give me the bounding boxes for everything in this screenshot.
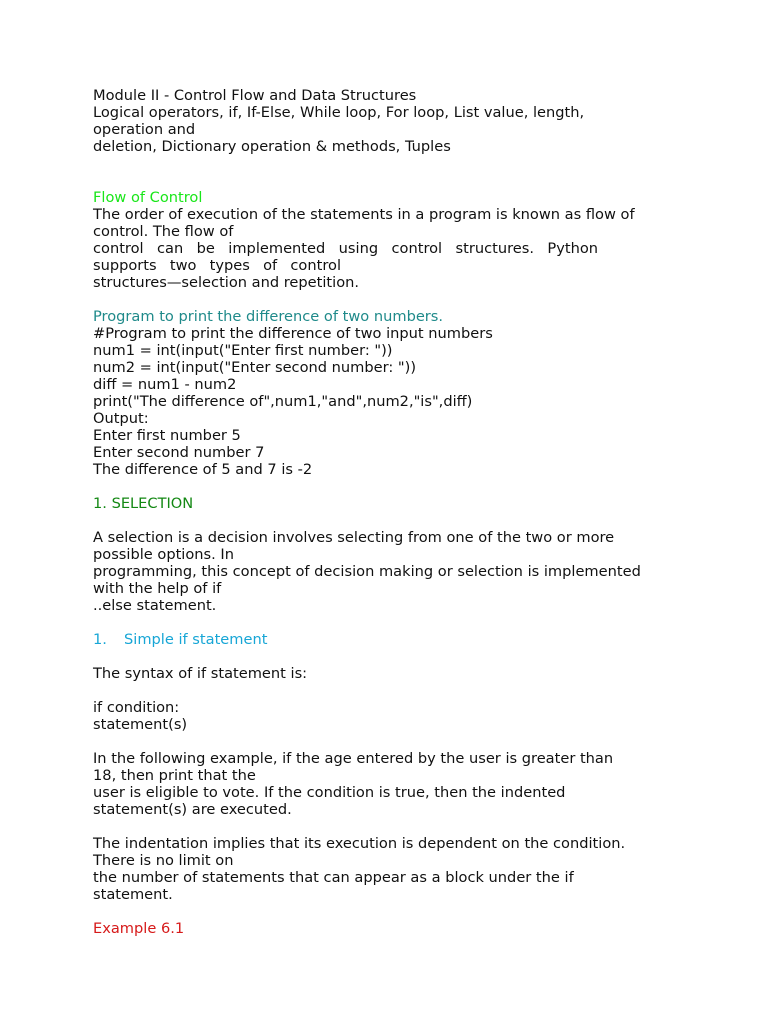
module-topics-line: deletion, Dictionary operation & methods, Tuples <box>93 138 451 155</box>
code-line: print("The difference of",num1,"and",num2,"is",diff) <box>93 393 473 410</box>
spacer <box>93 614 693 631</box>
program-heading: Program to print the difference of two numbers. <box>93 308 444 325</box>
paragraph-line: In the following example, if the age entered by the user is greater than <box>93 750 614 767</box>
module-topics-line: operation and <box>93 121 196 138</box>
paragraph-line: There is no limit on <box>93 852 234 869</box>
module-topics-line: Logical operators, if, If-Else, While loop, For loop, List value, length, <box>93 104 585 121</box>
spacer <box>93 648 693 665</box>
paragraph-line: The syntax of if statement is: <box>93 665 308 682</box>
list-number: 1. <box>93 631 107 648</box>
code-line: num2 = int(input("Enter second number: ")) <box>93 359 417 376</box>
simple-if-heading <box>93 631 693 648</box>
spacer <box>93 733 693 750</box>
code-line: Enter first number 5 <box>93 427 241 444</box>
paragraph-line: user is eligible to vote. If the condition is true, then the indented <box>93 784 566 801</box>
code-line: The difference of 5 and 7 is -2 <box>93 461 313 478</box>
spacer <box>93 478 693 495</box>
selection-heading: 1. SELECTION <box>93 495 194 512</box>
code-line: diff = num1 - num2 <box>93 376 237 393</box>
paragraph-line: structures—selection and repetition. <box>93 274 360 291</box>
module-title: Module II - Control Flow and Data Structures <box>93 87 417 104</box>
paragraph-line: the number of statements that can appear as a block under the if <box>93 869 574 886</box>
example-label: Example 6.1 <box>93 920 185 937</box>
paragraph-line: possible options. In <box>93 546 234 563</box>
spacer <box>93 682 693 699</box>
paragraph-line: control can be implemented using control structures. Python <box>93 240 598 257</box>
spacer <box>93 155 693 189</box>
spacer <box>93 291 693 308</box>
code-line: Enter second number 7 <box>93 444 265 461</box>
spacer <box>93 818 693 835</box>
code-line: if condition: <box>93 699 180 716</box>
paragraph-line: statement. <box>93 886 173 903</box>
paragraph-line: statement(s) are executed. <box>93 801 292 818</box>
paragraph-line: with the help of if <box>93 580 222 597</box>
code-line: Output: <box>93 410 149 427</box>
paragraph-line: 18, then print that the <box>93 767 256 784</box>
paragraph-line: The indentation implies that its execution is dependent on the condition. <box>93 835 626 852</box>
paragraph-line: The order of execution of the statements in a program is known as flow of <box>93 206 635 223</box>
code-line: #Program to print the difference of two input numbers <box>93 325 493 342</box>
paragraph-line: control. The flow of <box>93 223 234 240</box>
paragraph-line: programming, this concept of decision making or selection is implemented <box>93 563 641 580</box>
code-line: num1 = int(input("Enter first number: ")) <box>93 342 393 359</box>
simple-if-heading-text: Simple if statement <box>124 631 268 648</box>
code-line: statement(s) <box>93 716 188 733</box>
document-page <box>93 87 693 937</box>
paragraph-line: A selection is a decision involves selecting from one of the two or more <box>93 529 615 546</box>
paragraph-line: supports two types of control <box>93 257 341 274</box>
paragraph-line: ..else statement. <box>93 597 217 614</box>
spacer <box>93 903 693 920</box>
flow-of-control-heading: Flow of Control <box>93 189 203 206</box>
spacer <box>93 512 693 529</box>
